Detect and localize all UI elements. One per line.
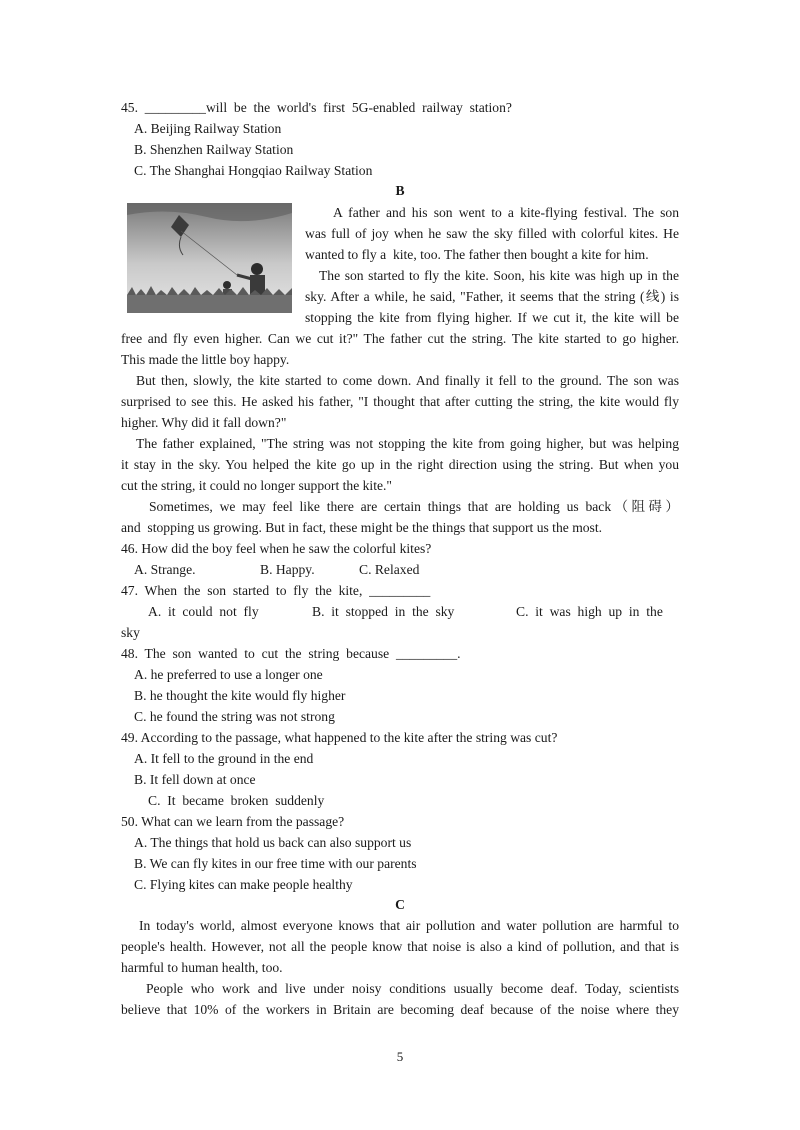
- passage-c-line-5: believe that 10% of the workers in Britain are becoming deaf because of the noise where they: [121, 1002, 679, 1017]
- question-46-option-c: C. Relaxed: [359, 562, 420, 577]
- question-48-option-a: A. he preferred to use a longer one: [134, 667, 323, 682]
- passage-b-line-13: it stay in the sky. You helped the kite go up in the right direction using the string. But when you: [121, 457, 679, 472]
- passage-b-line-3: wanted to fly a kite, too. The father then bought a kite for him.: [305, 247, 649, 262]
- question-49-option-a: A. It fell to the ground in the end: [134, 751, 314, 766]
- question-48-option-b: B. he thought the kite would fly higher: [134, 688, 346, 703]
- question-49-option-c: C. It became broken suddenly: [148, 793, 325, 808]
- question-50-option-b: B. We can fly kites in our free time with our parents: [134, 856, 417, 871]
- question-49-option-b: B. It fell down at once: [134, 772, 256, 787]
- passage-c-line-1: In today's world, almost everyone knows that air pollution and water pollution are harmful to: [139, 918, 679, 933]
- question-50-stem: 50. What can we learn from the passage?: [121, 814, 345, 829]
- passage-b-line-14: cut the string, it could no longer support the kite.": [121, 478, 392, 493]
- question-45-option-c: C. The Shanghai Hongqiao Railway Station: [134, 163, 373, 178]
- question-47-option-b: B. it stopped in the sky: [312, 604, 455, 619]
- page-number: 5: [396, 1049, 404, 1064]
- passage-b-line-9: But then, slowly, the kite started to come down. And finally it fell to the ground. The son was: [136, 373, 679, 388]
- question-47-option-a: A. it could not fly: [148, 604, 259, 619]
- passage-b-line-16: and stopping us growing. But in fact, these might be the things that support us the most.: [121, 520, 603, 535]
- passage-b-line-6: stopping the kite from flying higher. If we cut it, the kite will be: [305, 310, 679, 325]
- question-45-option-b: B. Shenzhen Railway Station: [134, 142, 294, 157]
- question-45-stem: 45. _________will be the world's first 5G-enabled railway station?: [121, 100, 512, 115]
- question-46-option-b: B. Happy.: [260, 562, 315, 577]
- passage-b-line-8: This made the little boy happy.: [121, 352, 290, 367]
- passage-b-line-15: Sometimes, we may feel like there are certain things that are holding us back（阻碍）: [149, 499, 679, 514]
- question-48-option-c: C. he found the string was not strong: [134, 709, 335, 724]
- question-45-option-a: A. Beijing Railway Station: [134, 121, 282, 136]
- section-c-heading: C: [395, 897, 405, 912]
- question-47-stem: 47. When the son started to fly the kite, _________: [121, 583, 431, 598]
- question-46-option-a: A. Strange.: [134, 562, 196, 577]
- question-46-stem: 46. How did the boy feel when he saw the colorful kites?: [121, 541, 432, 556]
- passage-b-line-11: higher. Why did it fall down?": [121, 415, 287, 430]
- passage-b-line-10: surprised to see this. He asked his father, "I thought that after cutting the string, the kite would fly: [121, 394, 679, 409]
- passage-c-line-4: People who work and live under noisy conditions usually become deaf. Today, scientists: [146, 981, 679, 996]
- question-49-stem: 49. According to the passage, what happened to the kite after the string was cut?: [121, 730, 558, 745]
- passage-b-line-12: The father explained, "The string was not stopping the kite from going higher, but was helping: [136, 436, 679, 451]
- passage-b-line-2: was full of joy when he saw the sky filled with colorful kites. He: [305, 226, 679, 241]
- question-50-option-c: C. Flying kites can make people healthy: [134, 877, 353, 892]
- passage-b-line-7: free and fly even higher. Can we cut it?" The father cut the string. The kite started to go higher.: [121, 331, 679, 346]
- passage-b-line-4: The son started to fly the kite. Soon, his kite was high up in the: [319, 268, 679, 283]
- section-b-heading: B: [395, 183, 405, 198]
- question-50-option-a: A. The things that hold us back can also support us: [134, 835, 412, 850]
- question-47-option-c-wrap: sky: [121, 625, 140, 640]
- passage-b-line-5: sky. After a while, he said, "Father, it seems that the string (线) is: [305, 289, 679, 304]
- question-48-stem: 48. The son wanted to cut the string because _________.: [121, 646, 461, 661]
- passage-c-line-3: harmful to human health, too.: [121, 960, 283, 975]
- question-47-option-c: C. it was high up in the: [516, 604, 663, 619]
- passage-b-line-1: A father and his son went to a kite-flying festival. The son: [333, 205, 679, 220]
- kite-photo: [127, 203, 292, 313]
- passage-c-line-2: people's health. However, not all the people know that noise is also a kind of pollution, and that is: [121, 939, 679, 954]
